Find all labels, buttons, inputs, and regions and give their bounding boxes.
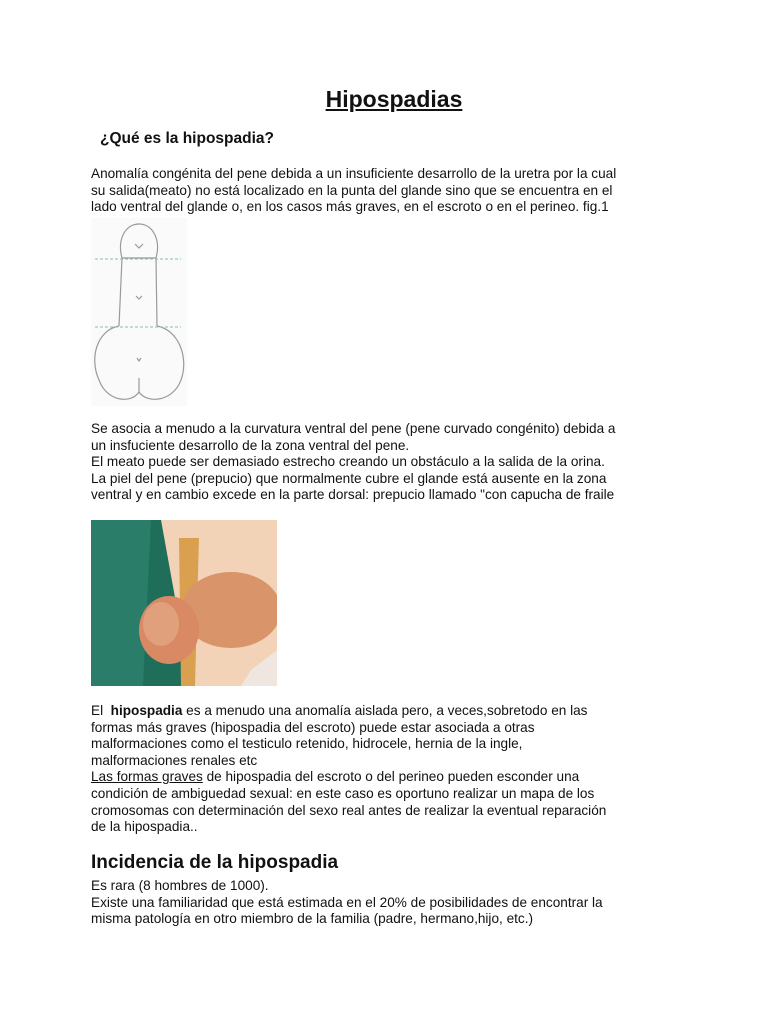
- figure-sketch-diagram: [91, 218, 187, 406]
- text-line: [91, 769, 711, 786]
- text-line: malformaciones renales etc: [91, 752, 258, 768]
- text-line: de la hipospadia..: [91, 819, 198, 835]
- text-fragment: de hipospadia del escroto o del perineo pueden esconder una: [202, 769, 580, 785]
- figure-clinical-photo: [91, 520, 277, 686]
- text-line: La piel del pene (prepucio) que normalmente cubre el glande está ausente en la zona: [91, 470, 607, 486]
- paragraph-incidence: [91, 878, 711, 928]
- text-line: su salida(meato) no está localizado en la punta del glande sino que se encuentra en el: [91, 182, 613, 198]
- text-line: Anomalía congénita del pene debida a un insuficiente desarrollo de la uretra por la cual: [91, 166, 617, 181]
- text-fragment: El: [91, 703, 111, 718]
- text-line: Es rara (8 hombres de 1000).: [91, 878, 269, 893]
- text-line: misma patología en otro miembro de la familia (padre, hermano,hijo, etc.): [91, 911, 534, 927]
- text-line: condición de ambiguedad sexual: en este caso es oportuno realizar un mapa de los: [91, 785, 595, 801]
- text-fragment: es a menudo una anomalía aislada pero, a veces,sobretodo en las: [182, 703, 588, 718]
- text-line: ventral y en cambio excede en la parte dorsal: prepucio llamado "con capucha de fraile: [91, 487, 615, 503]
- text-line: formas más graves (hipospadia del escroto) puede estar asociada a otras: [91, 719, 535, 735]
- text-line: malformaciones como el testiculo retenido, hidrocele, hernia de la ingle,: [91, 736, 523, 752]
- page-title: Hipospadias: [325, 86, 463, 112]
- paragraph-definition: [91, 166, 711, 216]
- paragraph-curvature: [91, 421, 711, 504]
- text-line: un insfuciente desarrollo de la zona ventral del pene.: [91, 437, 410, 453]
- text-line: lado ventral del glande o, en los casos más graves, en el escroto o en el perineo. fig.1: [91, 199, 609, 215]
- text-line: Existe una familiaridad que está estimada en el 20% de posibilidades de encontrar la: [91, 894, 603, 910]
- bold-term: hipospadia: [110, 703, 183, 718]
- paragraph-associated-anomalies: [91, 703, 711, 836]
- text-line: [91, 703, 711, 720]
- subtitle: ¿Qué es la hipospadia?: [100, 130, 274, 147]
- text-line: cromosomas con determinación del sexo real antes de realizar la eventual reparación: [91, 802, 607, 818]
- text-line: El meato puede ser demasiado estrecho creando un obstáculo a la salida de la orina.: [91, 454, 605, 470]
- text-line: Se asocia a menudo a la curvatura ventral del pene (pene curvado congénito) debida a: [91, 421, 616, 436]
- underlined-term: Las formas graves: [91, 769, 203, 785]
- section-title-incidence: Incidencia de la hipospadia: [91, 852, 339, 873]
